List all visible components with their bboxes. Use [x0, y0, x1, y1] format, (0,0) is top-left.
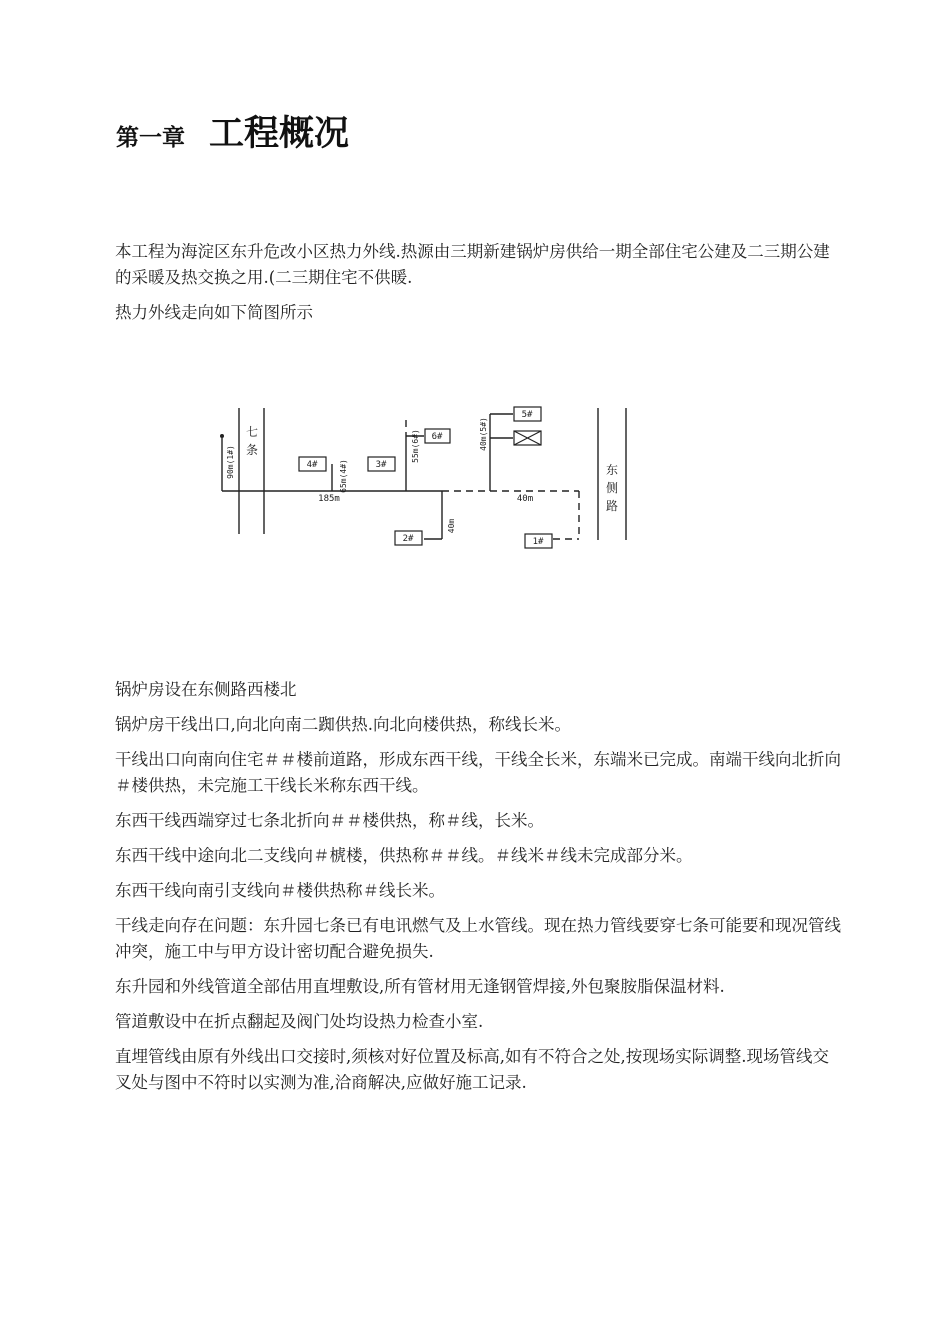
chapter-title: 工程概况 — [209, 113, 350, 154]
street-right-char-2: 侧 — [605, 481, 619, 495]
body-paragraph: 东西干线向南引支线向＃楼供热称＃线长米。 — [115, 881, 445, 900]
building-1-label: 1# — [532, 537, 544, 547]
street-left-char-1: 七 — [245, 425, 259, 439]
body-section — [115, 677, 843, 1105]
diagram-caption: 热力外线走向如下简图所示 — [115, 303, 313, 322]
body-paragraph: 干线出口向南向住宅＃＃楼前道路，形成东西干线，干线全长米，东端米已完成。南端干线向北折向＃楼供热，未完施工干线长米称东西干线。 — [115, 750, 841, 795]
intro-paragraph: 本工程为海淀区东升危改小区热力外线.热源由三期新建锅炉房供给一期全部住宅公建及二三期公建的采暖及热交换之用.(二三期住宅不供暖. — [115, 242, 830, 287]
dim-main: 185m — [318, 494, 340, 504]
dim-north-1: 90m(1#) — [226, 445, 235, 479]
building-5-label: 5# — [521, 410, 533, 420]
body-paragraph: 干线走向存在问题：东升园七条已有电讯燃气及上水管线。现在热力管线要穿七条可能要和现况管线冲突，施工中与甲方设计密切配合避免损失. — [115, 916, 841, 961]
intro-section — [115, 239, 843, 335]
dim-east: 40m — [516, 494, 534, 504]
building-4-label: 4# — [306, 460, 318, 470]
chapter-heading — [116, 106, 349, 156]
street-left-char-2: 条 — [245, 443, 259, 457]
start-point-marker — [220, 434, 224, 438]
body-paragraph: 锅炉房设在东侧路西楼北 — [115, 680, 297, 699]
body-paragraph: 管道敷设中在折点翻起及阀门处均设热力检查小室. — [115, 1012, 484, 1031]
dim-branch-5: 40m(5#) — [479, 417, 488, 451]
building-3-label: 3# — [375, 460, 387, 470]
pipeline-route-diagram — [205, 402, 645, 552]
body-paragraph: 东西干线西端穿过七条北折向＃＃楼供热，称＃线，长米。 — [115, 811, 544, 830]
body-paragraph: 东西干线中途向北二支线向＃椃楼，供热称＃＃线。＃线米＃线未完成部分米。 — [115, 846, 693, 865]
body-paragraph: 直埋管线由原有外线出口交接时,须核对好位置及标高,如有不符合之处,按现场实际调整.现场管线交叉处与图中不符时以实测为准,洽商解决,应做好施工记录. — [115, 1047, 829, 1092]
dim-south-2: 40m — [447, 518, 456, 534]
chapter-number: 第一章 — [116, 124, 185, 151]
street-right-char-1: 东 — [605, 463, 619, 477]
body-paragraph: 东升园和外线管道全部估用直埋敷设,所有管材用无逢钢管焊接,外包聚胺脂保温材料. — [115, 977, 725, 996]
body-paragraph: 锅炉房干线出口,向北向南二踟供热.向北向楼供热，称线长米。 — [115, 715, 571, 734]
building-6-label: 6# — [431, 432, 443, 442]
building-2-label: 2# — [402, 534, 414, 544]
dim-branch-4: 65m(4#) — [339, 459, 348, 493]
dim-branch-6: 55m(6#) — [411, 429, 420, 463]
street-right-char-3: 路 — [605, 499, 619, 513]
